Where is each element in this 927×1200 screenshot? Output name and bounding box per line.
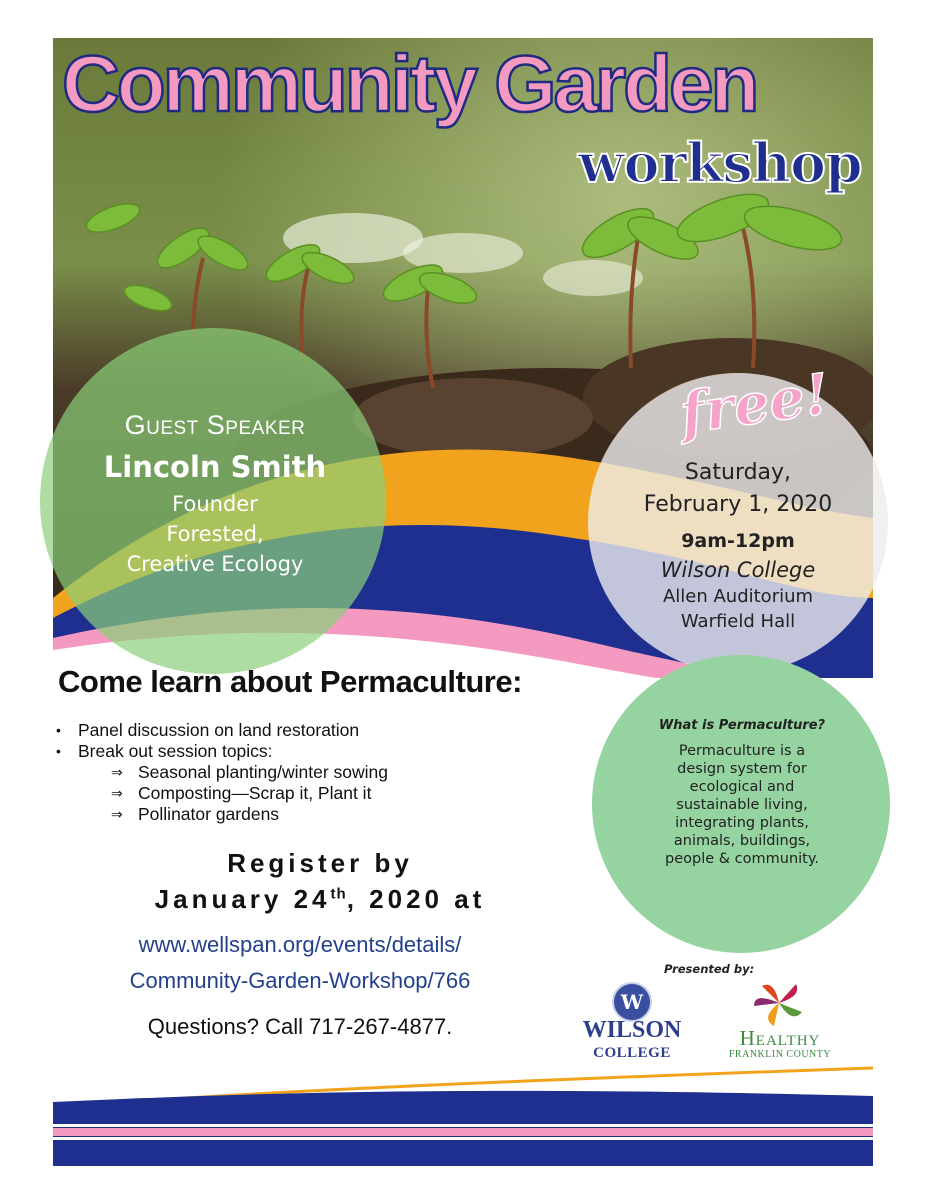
sub-list-item [56, 762, 526, 783]
register-deadline: January 24 [154, 884, 331, 914]
register-line-1: Register by [227, 848, 413, 878]
healthy-franklin-county-logo-name: Healthy [739, 1026, 821, 1050]
contact-phone: Questions? Call 717-267-4877. [147, 1014, 453, 1039]
arrow-right-icon: ⇒ [111, 764, 123, 780]
event-room: Allen Auditorium [662, 586, 814, 607]
page-subtitle: workshop [578, 131, 862, 195]
registration-link-continued[interactable]: Community-Garden-Workshop/766 [129, 968, 471, 993]
event-day: Saturday, [684, 460, 792, 485]
list-item [56, 720, 526, 741]
list-item [56, 741, 526, 762]
definition-line: sustainable living, [676, 797, 808, 813]
topics-list [56, 720, 526, 825]
wilson-college-logo-name: WILSON [582, 1017, 682, 1043]
flower-pinwheel-icon [752, 978, 806, 1032]
sub-list-item [56, 783, 526, 804]
sub-list-item-text: Seasonal planting/winter sowing [138, 762, 389, 782]
definition-line: Permaculture is a [678, 743, 806, 759]
definition-line: design system for [677, 761, 807, 777]
free-badge: free! [676, 360, 834, 448]
wilson-college-logo-sub: COLLEGE [593, 1045, 671, 1061]
register-year: , 2020 at [346, 884, 486, 914]
definition-line: people & community. [665, 851, 819, 867]
speaker-name: Lincoln Smith [103, 450, 327, 484]
speaker-heading: Guest Speaker [124, 410, 306, 440]
event-building: Warfield Hall [680, 611, 796, 632]
bullet-icon: • [56, 722, 61, 738]
footer-wave-decoration [53, 1062, 873, 1170]
definition-line: integrating plants, [675, 815, 809, 831]
arrow-right-icon: ⇒ [111, 785, 123, 801]
list-item-text: Break out session topics: [78, 741, 273, 761]
permaculture-question: What is Permaculture? [658, 718, 826, 733]
permaculture-definition [622, 742, 862, 868]
register-line-2 [100, 884, 540, 915]
event-date: February 1, 2020 [643, 492, 833, 517]
learn-heading: Come learn about Permaculture: [58, 664, 522, 699]
speaker-title-line: Creative Ecology [126, 552, 304, 576]
arrow-right-icon: ⇒ [111, 806, 123, 822]
list-item-text: Panel discussion on land restoration [78, 720, 360, 740]
definition-line: ecological and [689, 779, 795, 795]
speaker-title-line: Forested, [166, 522, 264, 546]
wilson-college-seal-icon: W [612, 982, 652, 1022]
sub-list-item-text: Composting—Scrap it, Plant it [138, 783, 372, 803]
page-title: Community Garden [62, 39, 757, 128]
sub-list-item-text: Pollinator gardens [138, 804, 280, 824]
event-time: 9am-12pm [681, 530, 795, 552]
registration-link[interactable]: www.wellspan.org/events/details/ [138, 932, 462, 957]
event-venue: Wilson College [660, 558, 816, 582]
ordinal-suffix: th [330, 885, 347, 903]
definition-line: animals, buildings, [673, 833, 811, 849]
sub-list-item [56, 804, 526, 825]
speaker-title-line: Founder [172, 492, 258, 516]
bullet-icon: • [56, 743, 61, 759]
presented-by-label: Presented by: [664, 962, 755, 976]
healthy-franklin-county-logo-sub: FRANKLIN COUNTY [728, 1049, 832, 1060]
